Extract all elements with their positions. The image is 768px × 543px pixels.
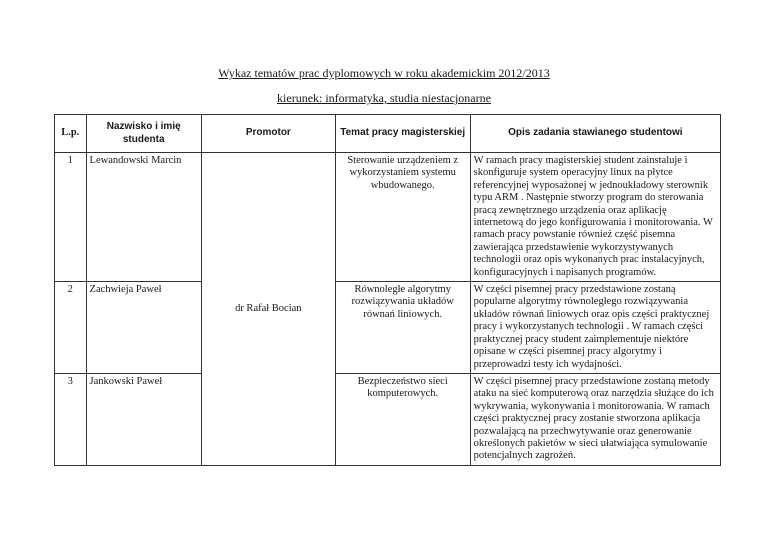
column-header-lp: L.p.	[55, 115, 87, 153]
student-name: Zachwieja Paweł	[86, 282, 201, 374]
student-name: Lewandowski Marcin	[86, 153, 201, 282]
thesis-topics-table	[54, 114, 721, 466]
row-number: 1	[55, 153, 87, 282]
table-header-row	[55, 115, 721, 153]
document-subtitle: kierunek: informatyka, studia niestacjonarne	[277, 91, 491, 105]
table-row	[55, 282, 721, 374]
promotor-name: dr Rafał Bocian	[201, 153, 335, 466]
table-row	[55, 373, 721, 465]
student-name: Jankowski Paweł	[86, 373, 201, 465]
column-header-promotor: Promotor	[201, 115, 335, 153]
table-row	[55, 153, 721, 282]
document-title: Wykaz tematów prac dyplomowych w roku akademickim 2012/2013	[218, 66, 550, 80]
task-description: W części pisemnej pracy przedstawione zostaną popularne algorytmy równoległego rozwiązywania układów równań liniowych oraz opis części praktycznej pracy i wykorzystanych technologii . W ramach części praktycznej pracy student zaimplementuje niektóre opisane w części pisemnej pracy algorytmy i przeprowadzi testy ich wydajności.	[470, 282, 720, 374]
thesis-topic: Równoległe algorytmy rozwiązywania układów równań liniowych.	[335, 282, 470, 374]
task-description: W ramach pracy magisterskiej student zainstaluje i skonfiguruje system operacyjny linux na płytce referencyjnej wyposażonej w jednoukładowy sterownik typu ARM . Następnie stworzy program do sterowania pracą zewnętrznego urządzenia oraz aplikację internetową do jego konfigurowania i monitorowania. W ramach pracy powstanie również część pisemna zawierająca przedstawienie wykorzystywanych technologii oraz opis wykonanych prac instalacyjnych, konfiguracyjnych i napisanych programów.	[470, 153, 720, 282]
column-header-student: Nazwisko i imię studenta	[86, 115, 201, 153]
row-number: 2	[55, 282, 87, 374]
column-header-description: Opis zadania stawianego studentowi	[470, 115, 720, 153]
row-number: 3	[55, 373, 87, 465]
column-header-topic: Temat pracy magisterskiej	[335, 115, 470, 153]
thesis-topic: Sterowanie urządzeniem z wykorzystaniem systemu wbudowanego.	[335, 153, 470, 282]
task-description: W części pisemnej pracy przedstawione zostaną metody ataku na sieć komputerową oraz narzędzia służące do ich wykrywania, wykonywania i monitorowania. W ramach części praktycznej pracy zostanie stworzona aplikacja pozwalającą na przechwytywanie oraz generowanie określonych pakietów w sieci ułatwiająca symulowanie potencjalnych zagrożeń.	[470, 373, 720, 465]
thesis-topic: Bezpieczeństwo sieci komputerowych.	[335, 373, 470, 465]
